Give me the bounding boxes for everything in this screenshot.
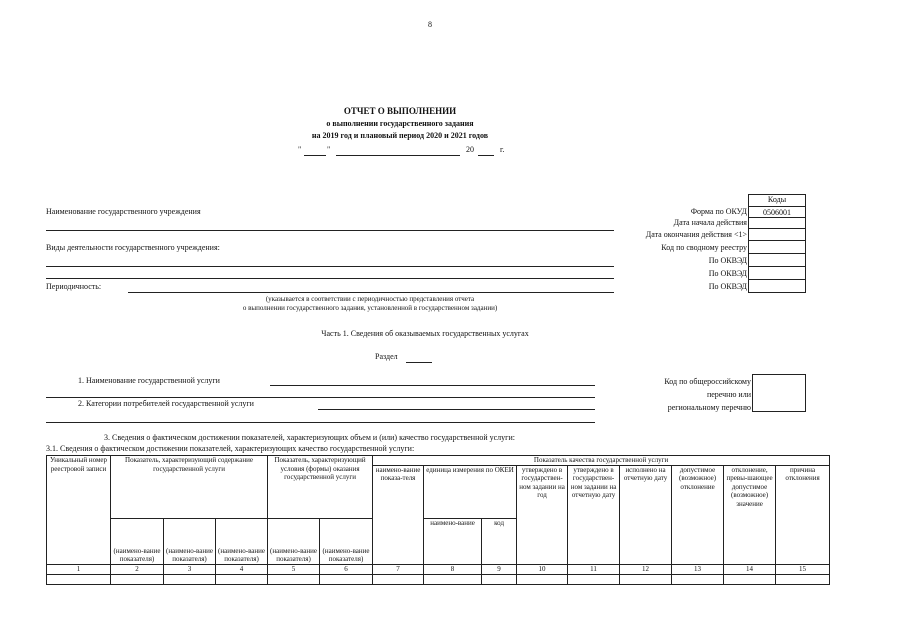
service-name-line-2 [46, 397, 595, 398]
header-unique-number: Уникальный номер реестровой записи [47, 456, 111, 565]
okved-value-1 [748, 253, 806, 267]
periodicity-note-2: о выполнении государственного задания, установленной в государственном задании) [242, 304, 498, 312]
header-deviation-reason: причина отклонения [776, 465, 830, 564]
table-cell [47, 574, 111, 584]
section-line [406, 362, 432, 363]
table-cell [216, 574, 268, 584]
part1-title: Часть 1. Сведения об оказываемых государственных услугах [321, 329, 529, 338]
table-cell [568, 574, 620, 584]
consumers-line-2 [46, 422, 595, 423]
column-number: 8 [424, 564, 482, 574]
header-approved-year: утверждено в государствен-ном задании на год [517, 465, 568, 564]
item31-text: 3.1. Сведения о фактическом достижении показателей, характеризующих качество государственной услуги: [46, 444, 415, 453]
activities-line-2 [46, 278, 614, 279]
okved-value-3 [748, 279, 806, 293]
registry-label-2: перечню или [706, 390, 751, 399]
codes-header: Коды [748, 194, 806, 207]
label-end-date: Дата окончания действия <1> [645, 230, 747, 239]
table-cell [482, 574, 517, 584]
header-conditions-indicator: Показатель, характеризующий условия (формы) оказания государственной услуги [268, 456, 373, 519]
header-approved-date: утверждено в государствен-ном задании на отчетную дату [568, 465, 620, 564]
label-okved-2: По ОКВЭД [708, 269, 747, 278]
column-number: 11 [568, 564, 620, 574]
date-year-prefix: 20 [466, 145, 474, 154]
date-day-line [304, 155, 326, 156]
date-quote-close: " [327, 145, 331, 154]
table-cell [111, 574, 164, 584]
header-sub-name-4: (наимено-вание показателя) [216, 518, 268, 564]
header-sub-name-5: (наимено-вание показателя) [268, 518, 320, 564]
consumers-label: 2. Категории потребителей государственной услуги [78, 399, 254, 408]
header-exceeding-deviation: отклонение, превы-шающее допустимое (возможное) значение [724, 465, 776, 564]
registry-code-value [748, 240, 806, 254]
header-sub-name-6: (наимено-вание показателя) [320, 518, 373, 564]
label-okved-3: По ОКВЭД [708, 282, 747, 291]
periodicity-label: Периодичность: [46, 282, 102, 291]
activities-label: Виды деятельности государственного учреждения: [46, 243, 220, 252]
page-number: 8 [428, 20, 432, 29]
column-number: 10 [517, 564, 568, 574]
consumers-line-1 [318, 409, 595, 410]
registry-label-1: Код по общероссийскому [664, 377, 751, 386]
table-cell [268, 574, 320, 584]
table-cell [373, 574, 424, 584]
date-year-line [478, 155, 494, 156]
column-number: 14 [724, 564, 776, 574]
header-allowed-deviation: допустимое (возможное) отклонение [672, 465, 724, 564]
column-number: 2 [111, 564, 164, 574]
okud-value: 0506001 [748, 206, 806, 218]
date-quote-open: " [298, 145, 302, 154]
header-unit-code: код [482, 518, 517, 564]
periodicity-note-1: (указывается в соответствии с периодичностью представления отчета [265, 295, 475, 303]
column-number: 6 [320, 564, 373, 574]
header-indicator-name: наимено-вание показа-теля [373, 465, 424, 564]
okved-value-2 [748, 266, 806, 280]
label-registry: Код по сводному реестру [661, 243, 747, 252]
date-year-suffix: г. [500, 145, 505, 154]
table-cell [672, 574, 724, 584]
quality-table [46, 455, 830, 585]
header-unit: единица измерения по ОКЕИ [424, 465, 517, 518]
table-cell [724, 574, 776, 584]
column-number: 9 [482, 564, 517, 574]
report-title: ОТЧЕТ О ВЫПОЛНЕНИИ [343, 106, 457, 116]
report-period: на 2019 год и плановый период 2020 и 2021 годов [311, 131, 489, 140]
service-name-label: 1. Наименование государственной услуги [78, 376, 220, 385]
column-number: 4 [216, 564, 268, 574]
label-okud: Форма по ОКУД [690, 207, 747, 216]
header-content-indicator: Показатель, характеризующий содержание государственной услуги [111, 456, 268, 519]
column-number: 7 [373, 564, 424, 574]
institution-name-label: Наименование государственного учреждения [46, 207, 201, 216]
item3-text: 3. Сведения о фактическом достижении показателей, характеризующих объем и (или) качество государственной услуги: [104, 433, 515, 442]
table-cell [776, 574, 830, 584]
report-subtitle: о выполнении государственного задания [326, 119, 474, 128]
registry-label-3: региональному перечню [667, 403, 751, 412]
institution-name-line [46, 230, 614, 231]
table-cell [517, 574, 568, 584]
column-number: 12 [620, 564, 672, 574]
column-number: 3 [164, 564, 216, 574]
table-cell [164, 574, 216, 584]
date-month-line [336, 155, 460, 156]
table-cell [320, 574, 373, 584]
header-executed: исполнено на отчетную дату [620, 465, 672, 564]
column-number: 5 [268, 564, 320, 574]
header-sub-name-3: (наимено-вание показателя) [164, 518, 216, 564]
header-quality-indicator: Показатель качества государственной услуги [373, 456, 830, 466]
column-number: 13 [672, 564, 724, 574]
activities-line-1 [46, 266, 614, 267]
column-number: 1 [47, 564, 111, 574]
section-label: Раздел [375, 352, 398, 361]
registry-code-box [752, 374, 806, 412]
header-unit-name: наимено-вание [424, 518, 482, 564]
table-cell [424, 574, 482, 584]
table-cell [620, 574, 672, 584]
column-number: 15 [776, 564, 830, 574]
label-okved-1: По ОКВЭД [708, 256, 747, 265]
service-name-line-1 [270, 385, 595, 386]
label-start-date: Дата начала действия [673, 218, 747, 227]
periodicity-line [128, 292, 614, 293]
header-sub-name-2: (наимено-вание показателя) [111, 518, 164, 564]
